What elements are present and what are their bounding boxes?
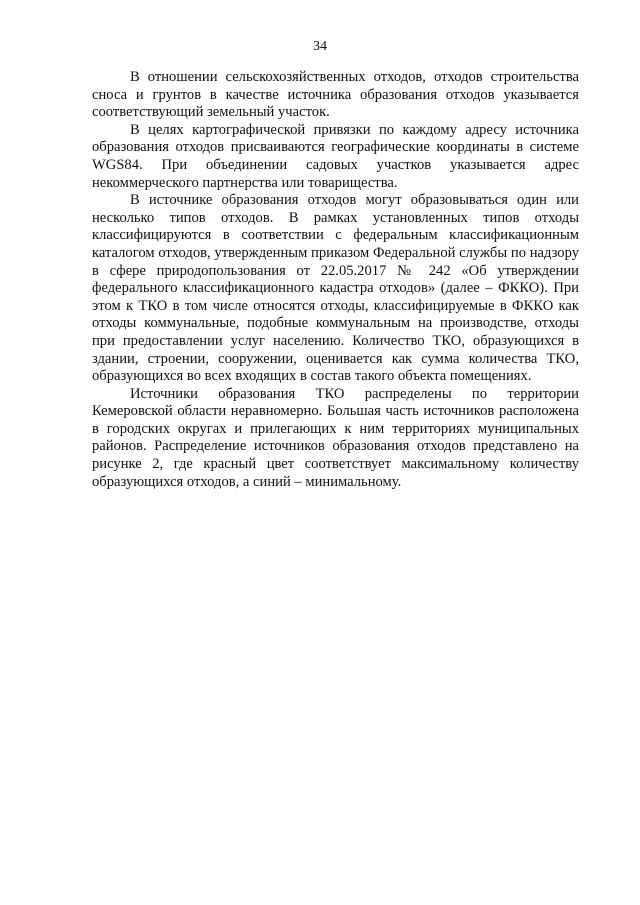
paragraph-waste-types-classification: В источнике образования отходов могут образовываться один или несколько типов отходов. В рамках установленных типов отходы классифицируются в соответствии с федеральным классификационным каталогом отходов, утвержденным приказом Федеральной службы по надзору в сфере природопользования от 22.05.2017 № 242 «Об утверждении федерального классификационного кадастра отходов» (далее – ФККО). При этом к ТКО в том числе относятся отходы, классифицируемые в ФККО как отходы коммунальные, подобные коммунальным на производстве, отходы при предоставлении услуг населению. Количество ТКО, образующихся в здании, строении, сооружении, оценивается как сумма количества ТКО, образующихся во всех входящих в состав такого объекта помещениях.	[92, 192, 579, 385]
body-text	[92, 69, 579, 491]
paragraph-source-distribution: Источники образования ТКО распределены по территории Кемеровской области неравномерно. Большая часть источников расположена в городских округах и прилегающих к ним территориях муниципальных районов. Распределение источников образования отходов представлено на рисунке 2, где красный цвет соответствует максимальному количеству образующихся отходов, а синий – минимальному.	[92, 385, 579, 490]
paragraph-agricultural-waste: В отношении сельскохозяйственных отходов, отходов строительства сноса и грунтов в качестве источника образования отходов указывается соответствующий земельный участок.	[92, 69, 579, 121]
paragraph-geographic-coordinates: В целях картографической привязки по каждому адресу источника образования отходов присваиваются географические координаты в системе WGS84. При объединении садовых участков указывается адрес некоммерческого партнерства или товарищества.	[92, 121, 579, 191]
page-number: 34	[313, 39, 327, 54]
